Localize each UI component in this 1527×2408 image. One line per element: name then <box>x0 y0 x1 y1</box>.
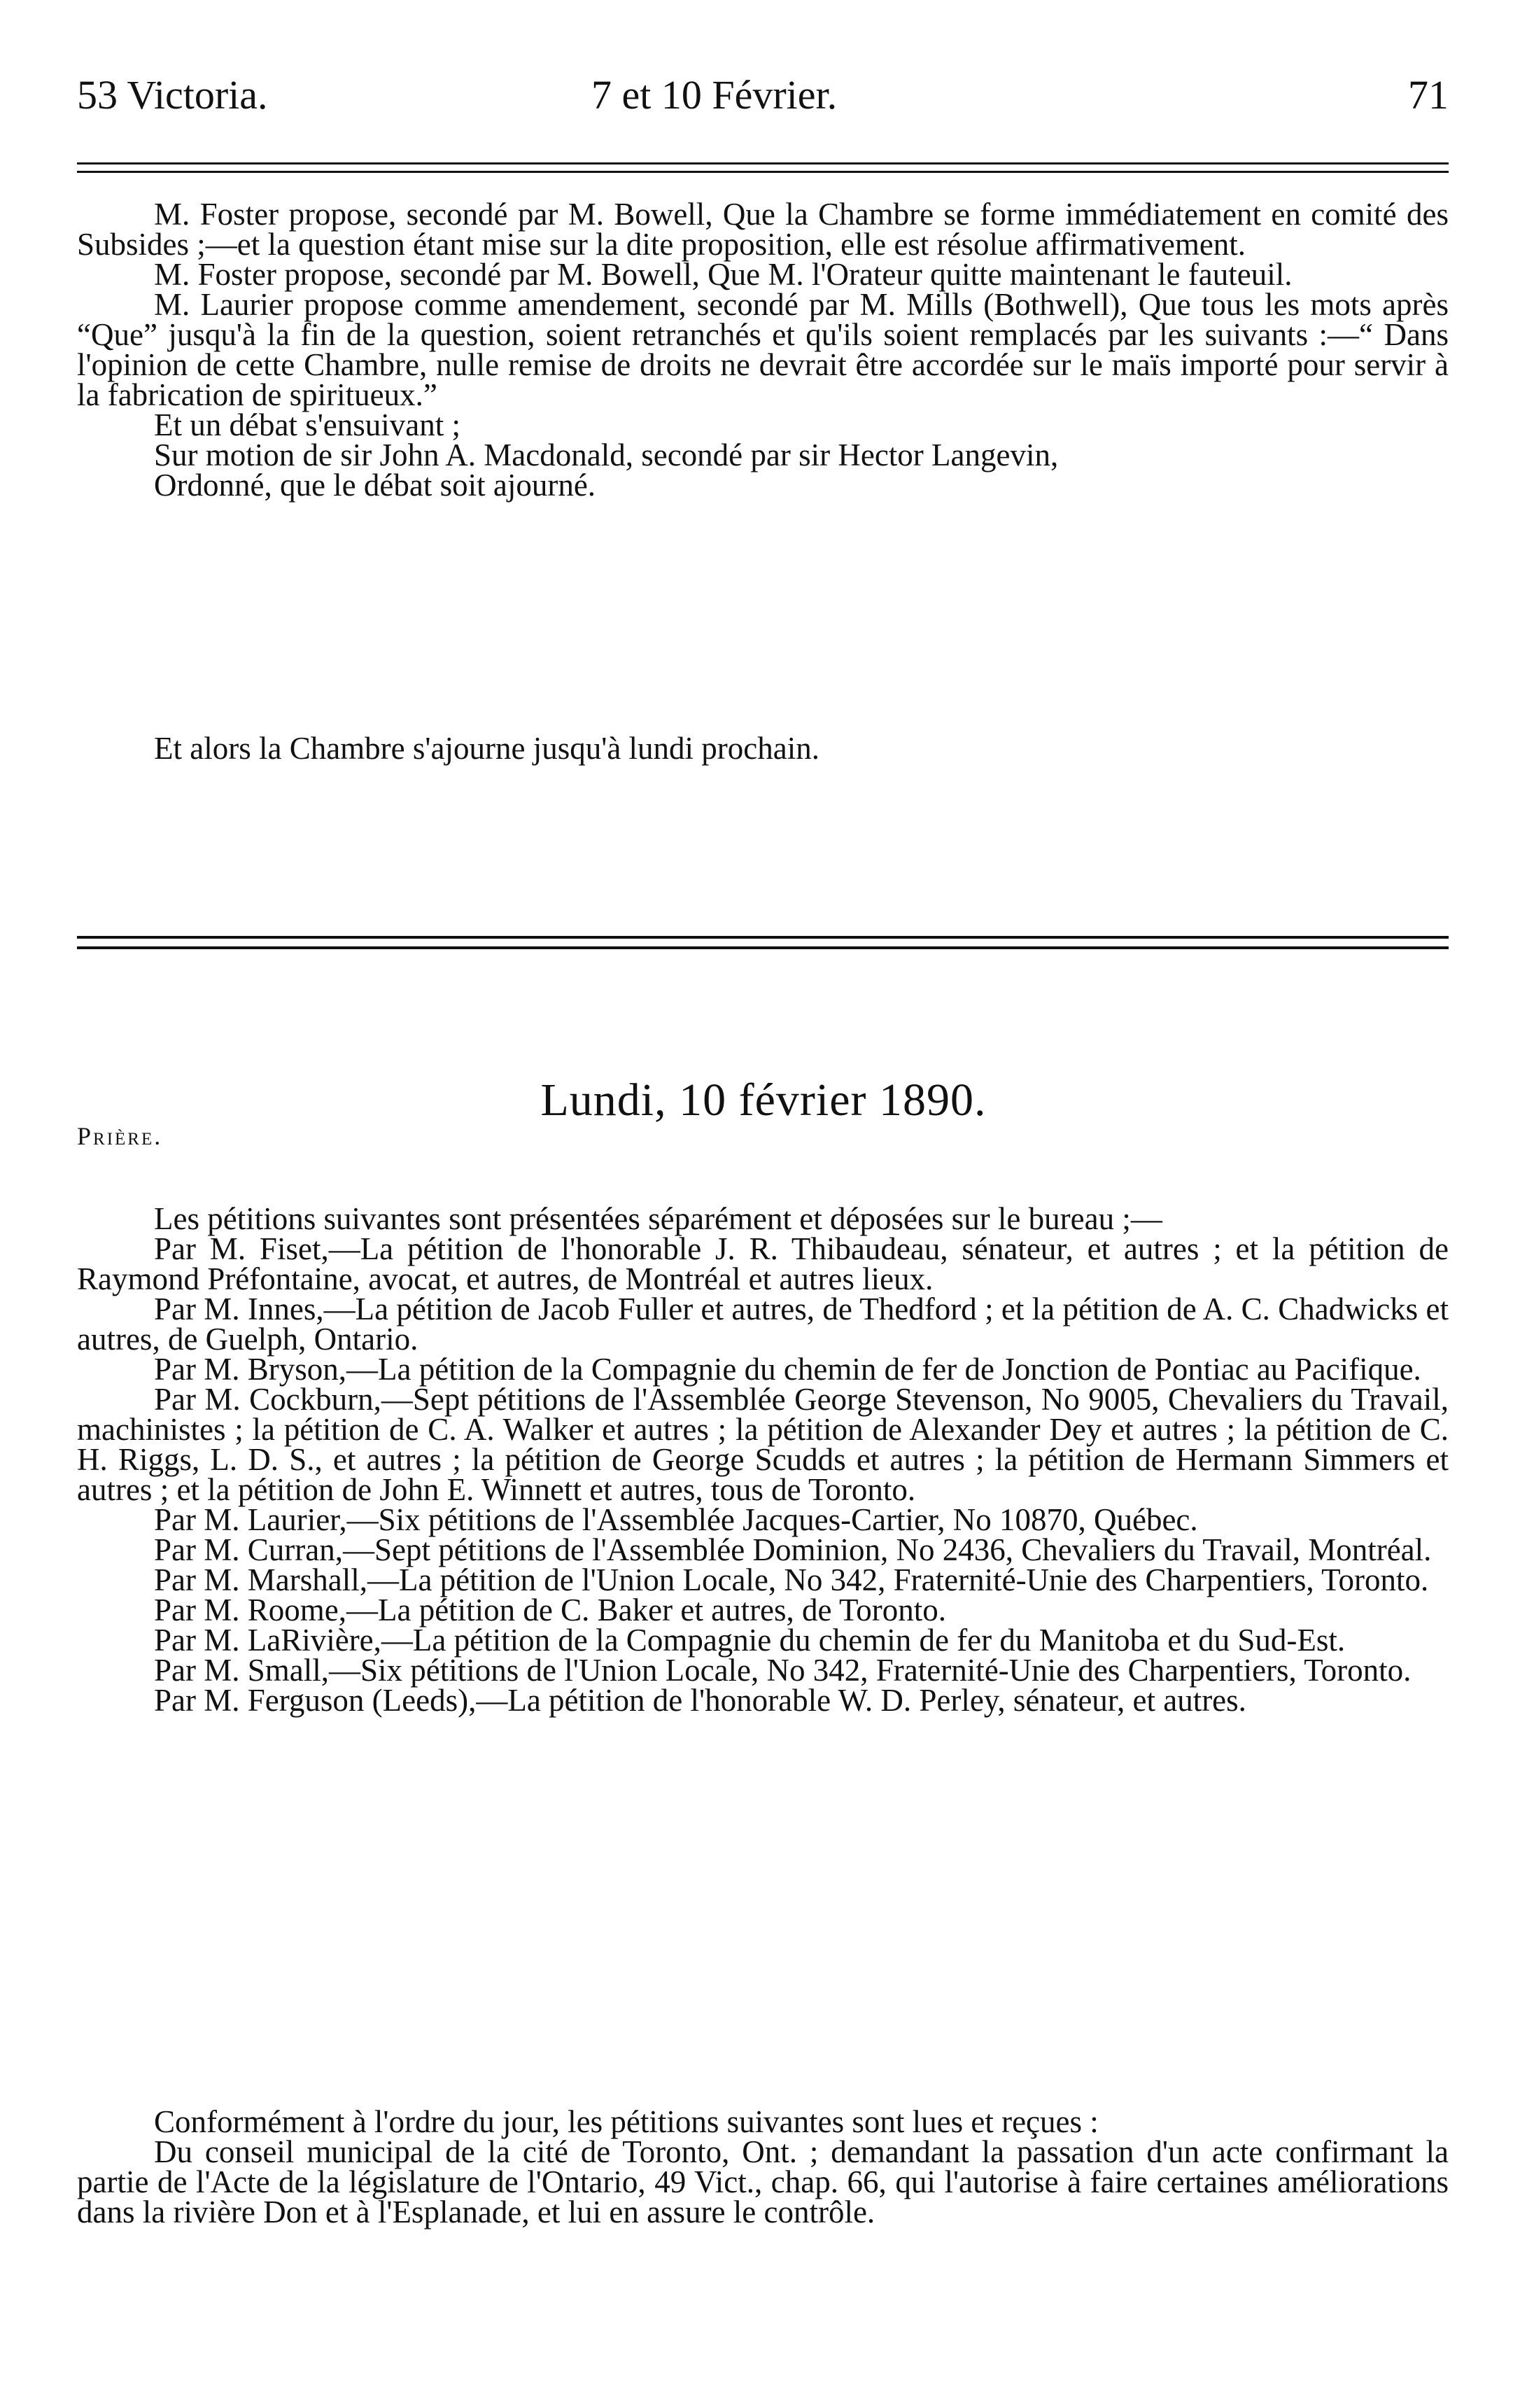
paragraph: Par M. Small,—Six pétitions de l'Union Locale, No 342, Fraternité-Unie des Charpentiers, Toronto. <box>154 1653 1412 1688</box>
paragraph: Du conseil municipal de la cité de Toronto, Ont. ; demandant la passation d'un acte confirmant la partie de l'Acte de la législature de l'Ontario, 49 Vict., chap. 66, qui l'autorise à faire certaines améliorations dans la rivière Don et à l'Esplanade, et lui en assure le contrôle. <box>77 2134 1449 2230</box>
paragraph: Par M. Curran,—Sept pétitions de l'Assemblée Dominion, No 2436, Chevaliers du Travail, Montréal. <box>154 1532 1432 1567</box>
section-petitions-received <box>77 2104 1449 2230</box>
priere-label: Prière. <box>77 1122 163 1150</box>
header-session: 53 Victoria. <box>77 72 268 118</box>
paragraph: Par M. Marshall,—La pétition de l'Union Locale, No 342, Fraternité-Unie des Charpentiers, Toronto. <box>154 1562 1429 1597</box>
header-rule-top <box>77 162 1449 164</box>
paragraph: Les pétitions suivantes sont présentées séparément et déposées sur le bureau ;— <box>154 1201 1162 1236</box>
paragraph: Par M. Roome,—La pétition de C. Baker et autres, de Toronto. <box>154 1592 947 1628</box>
paragraph: Ordonné, que le débat soit ajourné. <box>154 468 596 503</box>
page-number: 71 <box>1408 72 1449 118</box>
section-rule-bottom <box>77 946 1449 949</box>
section-petitions-presented <box>77 1201 1449 1718</box>
paragraph: M. Foster propose, secondé par M. Bowell, Que M. l'Orateur quitte maintenant le fauteuil. <box>154 257 1293 292</box>
paragraph: Par M. Laurier,—Six pétitions de l'Assemblée Jacques-Cartier, No 10870, Québec. <box>154 1502 1198 1537</box>
paragraph: Sur motion de sir John A. Macdonald, secondé par sir Hector Langevin, <box>154 438 1059 472</box>
paragraph: Par M. Fiset,—La pétition de l'honorable J. R. Thibaudeau, sénateur, et autres ; et la pétition de Raymond Préfontaine, avocat, et autres, de Montréal et autres lieux. <box>77 1231 1449 1296</box>
paragraph: Par M. Ferguson (Leeds),—La pétition de l'honorable W. D. Perley, sénateur, et autres. <box>154 1683 1246 1718</box>
paragraph: Et alors la Chambre s'ajourne jusqu'à lundi prochain. <box>154 731 819 766</box>
paragraph: Par M. LaRivière,—La pétition de la Compagnie du chemin de fer du Manitoba et du Sud-Est. <box>154 1623 1346 1658</box>
paragraph: Et un débat s'ensuivant ; <box>154 407 461 442</box>
paragraph: Conformément à l'ordre du jour, les pétitions suivantes sont lues et reçues : <box>154 2104 1099 2139</box>
paragraph: Par M. Innes,—La pétition de Jacob Fuller et autres, de Thedford ; et la pétition de A. C. Chadwicks et autres, de Guelph, Ontario. <box>77 1292 1449 1357</box>
header-dates: 7 et 10 Février. <box>591 72 838 118</box>
paragraph: Par M. Cockburn,—Sept pétitions de l'Assemblée George Stevenson, No 9005, Chevaliers du Travail, machinistes ; la pétition de C. A. Walker et autres ; la pétition de Alexander Dey et autres ; la pétition de C. H. Riggs, L. D. S., et autres ; la pétition de George Scudds et autres ; la pétition de Hermann Simmers et autres ; et la pétition de John E. Winnett et autres, tous de Toronto. <box>77 1382 1449 1507</box>
section-rule-top <box>77 936 1449 939</box>
header-rule-bottom <box>77 171 1449 173</box>
running-header <box>77 67 1449 123</box>
paragraph: M. Laurier propose comme amendement, secondé par M. Mills (Bothwell), Que tous les mots après “Que” jusqu'à la fin de la question, soient retranchés et qu'ils soient remplacés par les suivants :—“ Dans l'opinion de cette Chambre, nulle remise de droits ne devrait être accordée sur le maïs importé pour servir à la fabrication de spiritueux.” <box>77 287 1449 412</box>
sitting-date-title: Lundi, 10 février 1890. <box>540 1074 987 1126</box>
paragraph: Par M. Bryson,—La pétition de la Compagnie du chemin de fer de Jonction de Pontiac au Pacifique. <box>154 1352 1421 1387</box>
paragraph: M. Foster propose, secondé par M. Bowell, Que la Chambre se forme immédiatement en comité des Subsides ;—et la question étant mise sur la dite proposition, elle est résolue affirmativement. <box>77 197 1449 262</box>
adjournment-line <box>77 731 1449 766</box>
section-foster-subsides <box>77 197 1449 503</box>
